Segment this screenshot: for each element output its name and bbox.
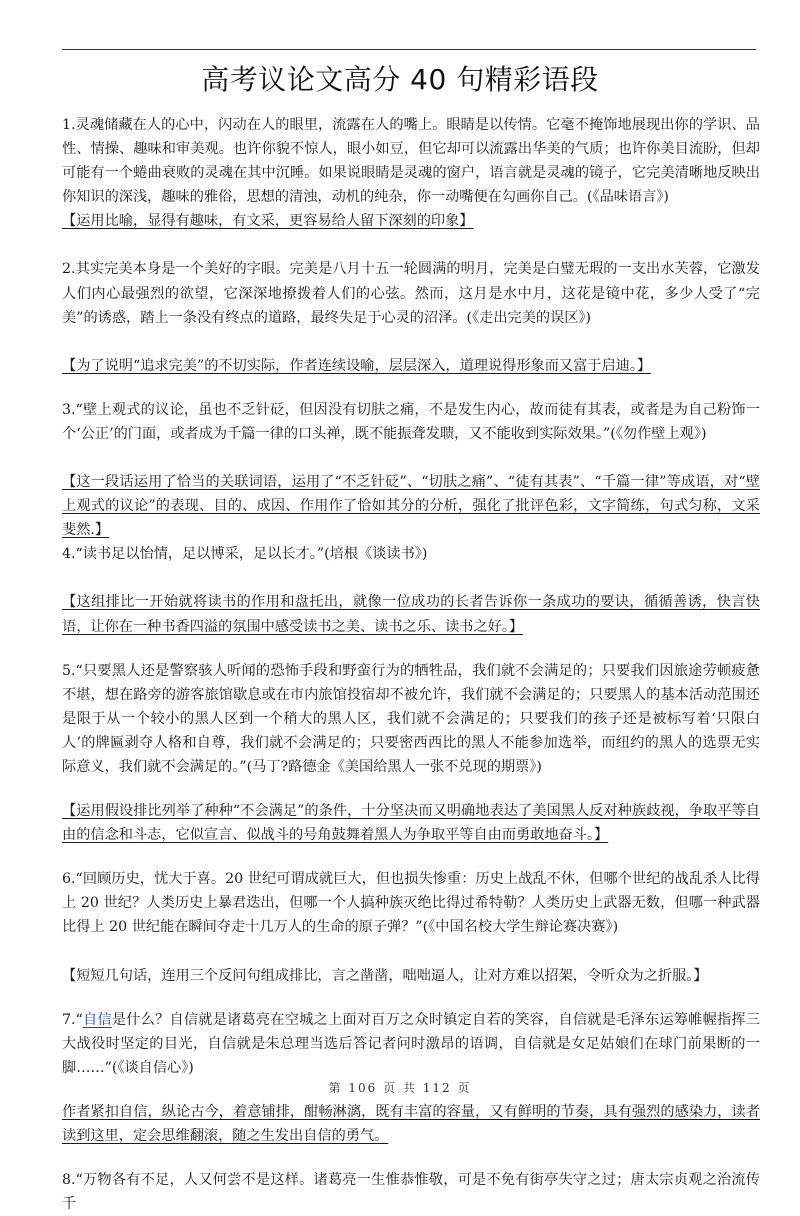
note-5: 【运用假设排比列举了种种“不会满足”的条件，十分坚决而又明确地表达了美国黑人反对种族歧视，争取平等自由的信念和斗志，它似宣言、似战斗的号角鼓舞着黑人为争取平等自由而勇敢地奋斗。】 — [62, 803, 760, 844]
note-6: 【短短几句话，连用三个反问句组成排比，言之凿凿，咄咄逼人，让对方难以招架，令听众为之折服。】 — [62, 967, 708, 984]
note-7: 作者紧扣自信，纵论古今，着意铺排，酣畅淋漓，既有丰富的容量，又有鲜明的节奏，具有强烈的感染力，读者读到这里，定会思维翻滚，随之生发出自信的勇气。 — [62, 1103, 760, 1144]
note-2: 【为了说明“追求完美”的不切实际，作者连续设喻，层层深入，道理说得形象而又富于启迪。】 — [62, 357, 652, 374]
page-title: 高考议论文高分 40 句精彩语段 — [201, 63, 599, 96]
paragraph-4: 4.“读书足以怡情，足以博采，足以长才。”(培根《谈读书》) — [62, 546, 428, 563]
top-rule — [62, 49, 756, 50]
paragraph-3: 3.“壁上观式的议论，虽也不乏针砭，但因没有切肤之痛，不是发生内心，故而徒有其表，或者是为自己粉饰一个‘公正’的门面，或者成为千篇一律的口头禅，既不能振聋发聩，又不能收到实际效果。”(《勿作壁上观》) — [62, 401, 760, 442]
paragraph-2: 2.其实完美本身是一个美好的字眼。完美是八月十五一轮圆满的明月，完美是白璧无瑕的一支出水芙蓉，它激发人们内心最强烈的欲望，它深深地撩拨着人们的心弦。然而，这月是水中月，这花是镜中花，多少人受了“完美”的诱惑，踏上一条没有终点的道路，最终失足于心灵的沼泽。(《走出完美的误区》) — [62, 261, 760, 326]
document-body — [62, 113, 760, 1216]
paragraph-1: 1.灵魂储藏在人的心中，闪动在人的眼里，流露在人的嘴上。眼睛是以传情。它毫不掩饰地展现出你的学识、品性、情操、趣味和审美观。也许你貌不惊人，眼小如豆，但它却可以流露出华美的气质；也许你美目流盼，但却可能有一个蜷曲衰败的灵魂在其中沉睡。如果说眼睛是灵魂的窗户，语言就是灵魂的镜子，它完美清晰地反映出你知识的深浅，趣味的雅俗，思想的清浊，动机的纯杂，你一动嘴便在勾画你自己。(《品味语言》) — [62, 117, 760, 206]
paragraph-7-prefix: 7.“ — [62, 1011, 83, 1028]
note-1: 【运用比喻，显得有趣味，有文采，更容易给人留下深刻的印象】 — [62, 213, 474, 230]
paragraph-7 — [62, 1008, 760, 1080]
paragraph-5: 5.“只要黑人还是警察骇人听闻的恐怖手段和野蛮行为的牺牲品，我们就不会满足的；只要我们因旅途劳顿疲惫不堪，想在路旁的游客旅馆歇息或在市内旅馆投宿却不被允许，我们就不会满足的；只要黑人的基本活动范围还是限于从一个较小的黑人区到一个稍大的黑人区，我们就不会满足的；只要我们的孩子还是被标写着‘只限白人’的牌匾剥夺人格和自尊，我们就不会满足的；只要密西西比的黑人不能参加选举，而纽约的黑人的选票无实际意义，我们就不会满足的。”(马丁?路德金《美国给黑人一张不兑现的期票》) — [62, 662, 760, 775]
paragraph-8: 8.“万物各有不足，人又何尝不是这样。诸葛亮一生惟恭惟敬，可是不免有街亭失守之过；唐太宗贞观之治流传千 — [62, 1172, 760, 1213]
page-footer: 第 106 页 共 112 页 — [328, 1081, 472, 1095]
note-3: 【这一段话运用了恰当的关联词语，运用了“不乏针砭”、“切肤之痛”、“徒有其表”、“千篇一律”等成语，对“壁上观式的议论”的表现、目的、成因、作用作了恰如其分的分析，强化了批评色彩，文字简练，句式匀称，文采斐然.】 — [62, 474, 760, 539]
paragraph-7-suffix: 是什么？自信就是诸葛亮在空城之上面对百万之众时镇定自若的笑容，自信就是毛泽东运筹帷幄指挥三大战役时坚定的目光，自信就是朱总理当选后答记者问时激昂的语调，自信就是女足姑娘们在球门前果断的一脚……”(《谈自信心》) — [62, 1011, 760, 1076]
confidence-link[interactable]: 自信 — [82, 1011, 112, 1028]
paragraph-6: 6.“回顾历史，忧大于喜。20 世纪可谓成就巨大，但也损失惨重：历史上战乱不休，但哪个世纪的战乱杀人比得上 20 世纪？人类历史上暴君迭出，但哪一个人搞种族灭绝比得过希特勒？人类历史上武器无数，但哪一种武器比得上 20 世纪能在瞬间夺走十几万人的生命的原子弹？”(《中国名校大学生辩论赛决赛》) — [62, 871, 760, 936]
note-4: 【这组排比一开始就将读书的作用和盘托出，就像一位成功的长者告诉你一条成功的要诀，循循善诱，快言快语，让你在一种书香四溢的氛围中感受读书之美、读书之乐、读书之好。】 — [62, 594, 760, 635]
